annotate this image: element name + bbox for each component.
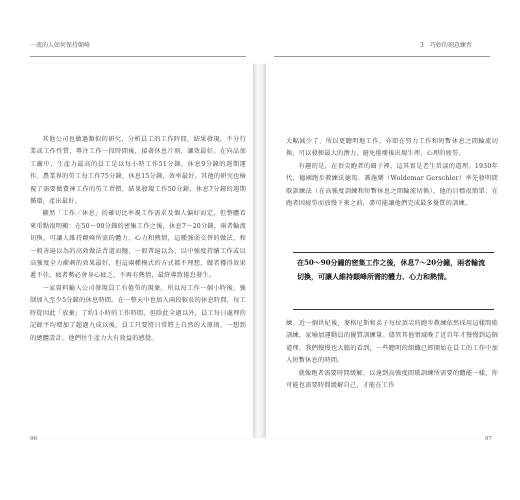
right-header-rule: [274, 56, 490, 57]
left-body-text: [30, 134, 246, 345]
book-spine: [253, 64, 266, 438]
left-paragraph: 一家資料輸入公司發現員工有倦勞的現象，所以每工作一個小時後，強制加入至少5分鐘的休息時間。在一整天中也加入兩段較長的休息時間，每工時從因此「放棄」了約1小時的工作時間，但除此全過以外，員工每日處理的記錄平均增加了超過九成以後，員工只要將日常將上自然的大原則，一想到的總體設計，他們往生產力大有效益的感覺。: [30, 284, 246, 342]
left-page-number: 96: [30, 436, 38, 442]
right-paragraph: 就像跑者需要時間緩解，以達到高強度間歇訓練所需要的體能一樣，你可能也需要時間緩解自己，才能在工作: [286, 369, 498, 390]
pull-quote: 在50～90分鐘的密集工作之後，休息7～20分鐘，兩者輪流切換，可讓人維持顛峰所需的體力、心力和熱情。: [293, 252, 494, 310]
right-page-number: 97: [485, 436, 493, 442]
right-paragraph: 大幅減少了，所以更聰明地工作，亦即在努力工作和短暫休息之間輪流切換，可以發揮最大的潛力，避免倦痿後出現生理、心理的疲勞。: [286, 138, 498, 158]
right-body-text-top: [286, 136, 498, 210]
left-running-header: 一流的人如何保持顛峰: [30, 42, 91, 49]
right-paragraph: 練。近一個世紀後，麥格尼斯和弟子每位頂尖的跑步教練依然採用這樣間歇訓練，家喻加運動員的優質訓練量。儘管其他領域晚了近百年才慢慢到這個道理，我們慢慢也大膽的看到，一些聰明的組織已經開始在員工的工作中加入短暫休息的時間。: [286, 320, 498, 365]
left-header-rule: [30, 56, 246, 57]
right-body-text-bottom: [286, 318, 498, 392]
right-paragraph: 有趣的是，在頂尖跑者的圈子裡，這其實是老生常談的道理。1930年代，德國跑步教練沃德馬．蓋施樂（Woldemar Gerschler）率先發明間歇訓練法（在高強度訓練和短暫休息之間輪流切換），他的目標很簡單：在跑者因疲勞而放慢下來之前，盡可能讓他們完成最多優質的訓練。: [286, 162, 498, 208]
left-paragraph: 其他公司也做過類似的研究，分析員工的工作時間，結果發現，不分行業或工作性質，專注工作一段時間後，接著休息片刻，讓效最好。在向品加工廠中，生產力最高的員工是以每小時工作51分鐘，休息9分鐘的週期運作。農業界的勞工每工作75分鐘，休息15分鐘，效率最好。其他的研究也檢視了需要做費神工作的勞工習慣，結果發現工作50分鐘，休息7分鐘的週期循環，產出最好。: [30, 136, 246, 206]
left-paragraph: 顯然「工作／休息」的確切比率視工作需求及個人偏好而定，但整體看來重點很明顯：在50～90分鐘的密集工作之後，休息7～20分鐘，兩者輪流切換，可讓人維持顛峰所需的體力、心力和熱情，這種強弱交替的做法，和一般善遍以為的高效做法背道而馳，一般普遍以為，以中強度持續工作或以高強度全力衝刺的效果最好，但這兩種模式的方式都不理想，做者獲得效果遞不佳，疲者勢必會身心疲乏，不再有熱情，最終導致倦怠發生。: [30, 210, 246, 280]
right-running-header: 3 巧妙的刻意練習: [420, 42, 472, 49]
